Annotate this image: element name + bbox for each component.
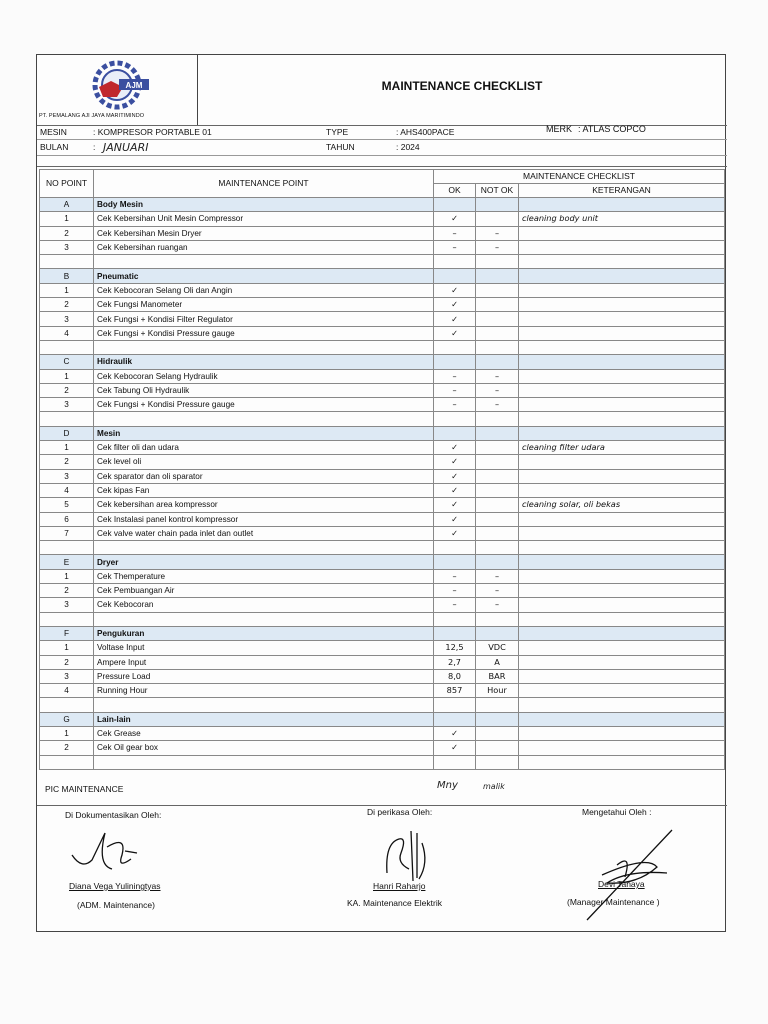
section-code: C (40, 355, 94, 369)
keterangan-note (519, 741, 725, 755)
checklist-row (40, 726, 725, 740)
item-number: 6 (40, 512, 94, 526)
not-ok-mark (476, 526, 519, 540)
bulan-value: JANUARI (103, 141, 149, 154)
checklist-row (40, 684, 725, 698)
not-ok-mark (476, 298, 519, 312)
item-number: 3 (40, 312, 94, 326)
keterangan-note (519, 641, 725, 655)
empty-cell (519, 426, 725, 440)
empty-cell (40, 541, 94, 555)
empty-cell (434, 541, 476, 555)
empty-cell (94, 255, 434, 269)
col-header-point: MAINTENANCE POINT (94, 170, 434, 198)
empty-cell (40, 255, 94, 269)
ok-mark: – (434, 398, 476, 412)
logo-text: AJM (125, 81, 143, 90)
checklist-sheet (36, 54, 726, 932)
empty-cell (434, 426, 476, 440)
ok-mark: – (434, 369, 476, 383)
section-row (40, 355, 725, 369)
empty-cell (434, 269, 476, 283)
bulan-colon: : (93, 142, 96, 152)
ok-mark: – (434, 226, 476, 240)
empty-cell (434, 712, 476, 726)
col-header-checklist: MAINTENANCE CHECKLIST (434, 170, 725, 184)
empty-cell (519, 755, 725, 769)
maintenance-point: Cek Kebocoran Selang Hydraulik (94, 369, 434, 383)
tahun-value: : 2024 (396, 142, 420, 152)
maintenance-point: Pressure Load (94, 669, 434, 683)
acknowledger-role: (Manager Maintenance ) (567, 897, 660, 907)
item-number: 3 (40, 598, 94, 612)
empty-cell (476, 698, 519, 712)
empty-cell (40, 698, 94, 712)
empty-cell (434, 198, 476, 212)
checklist-row (40, 512, 725, 526)
empty-cell (40, 340, 94, 354)
checklist-row (40, 441, 725, 455)
section-code: E (40, 555, 94, 569)
ok-mark: – (434, 569, 476, 583)
maintenance-point: Ampere Input (94, 655, 434, 669)
pic-label: PIC MAINTENANCE (45, 784, 124, 794)
keterangan-note (519, 655, 725, 669)
divider (37, 166, 727, 167)
item-number: 7 (40, 526, 94, 540)
empty-cell (94, 412, 434, 426)
not-ok-mark: – (476, 383, 519, 397)
ok-mark: – (434, 240, 476, 254)
keterangan-note (519, 369, 725, 383)
bulan-label: BULAN (40, 142, 69, 152)
type-value: : AHS400PACE (396, 127, 455, 137)
ok-mark: 2,7 (434, 655, 476, 669)
section-code: B (40, 269, 94, 283)
maintenance-point: Cek level oli (94, 455, 434, 469)
documenter-role: (ADM. Maintenance) (77, 900, 155, 910)
keterangan-note (519, 726, 725, 740)
item-number: 1 (40, 212, 94, 226)
empty-cell (94, 612, 434, 626)
item-number: 2 (40, 298, 94, 312)
col-header-no: NO POINT (40, 170, 94, 198)
maintenance-point: Cek Kebersihan Mesin Dryer (94, 226, 434, 240)
ok-mark: ✓ (434, 326, 476, 340)
keterangan-note (519, 312, 725, 326)
empty-cell (519, 626, 725, 640)
checklist-row (40, 669, 725, 683)
spacer-row (40, 412, 725, 426)
keterangan-note (519, 398, 725, 412)
checklist-row (40, 455, 725, 469)
item-number: 4 (40, 684, 94, 698)
maintenance-point: Cek filter oli dan udara (94, 441, 434, 455)
empty-cell (519, 555, 725, 569)
not-ok-mark: Hour (476, 684, 519, 698)
empty-cell (476, 269, 519, 283)
not-ok-mark: – (476, 226, 519, 240)
col-header-notok: NOT OK (476, 184, 519, 198)
mesin-label: MESIN (40, 127, 67, 137)
empty-cell (519, 612, 725, 626)
checklist-row (40, 498, 725, 512)
section-row (40, 712, 725, 726)
ok-mark: ✓ (434, 469, 476, 483)
empty-cell (434, 755, 476, 769)
maintenance-point: Cek Fungsi + Kondisi Pressure gauge (94, 398, 434, 412)
item-number: 1 (40, 369, 94, 383)
signature-devi (557, 825, 697, 925)
keterangan-note (519, 455, 725, 469)
ok-mark: ✓ (434, 483, 476, 497)
company-logo (77, 57, 157, 113)
signature-diana (67, 825, 157, 880)
empty-cell (94, 541, 434, 555)
empty-cell (434, 555, 476, 569)
item-number: 2 (40, 655, 94, 669)
maintenance-point: Cek kipas Fan (94, 483, 434, 497)
item-number: 2 (40, 584, 94, 598)
acknowledged-by-label: Mengetahui Oleh : (582, 807, 652, 817)
empty-cell (519, 198, 725, 212)
not-ok-mark (476, 469, 519, 483)
ok-mark: ✓ (434, 741, 476, 755)
ok-mark: ✓ (434, 526, 476, 540)
not-ok-mark (476, 312, 519, 326)
not-ok-mark: BAR (476, 669, 519, 683)
empty-cell (40, 755, 94, 769)
keterangan-note (519, 669, 725, 683)
keterangan-note (519, 598, 725, 612)
empty-cell (519, 412, 725, 426)
maintenance-point: Cek Tabung Oli Hydraulik (94, 383, 434, 397)
section-row (40, 626, 725, 640)
item-number: 1 (40, 283, 94, 297)
keterangan-note (519, 684, 725, 698)
not-ok-mark (476, 498, 519, 512)
empty-cell (519, 698, 725, 712)
keterangan-note (519, 283, 725, 297)
section-row (40, 269, 725, 283)
maintenance-point: Cek Instalasi panel kontrol kompressor (94, 512, 434, 526)
ok-mark: – (434, 584, 476, 598)
item-number: 1 (40, 441, 94, 455)
empty-cell (519, 355, 725, 369)
maintenance-point: Cek Themperature (94, 569, 434, 583)
section-code: F (40, 626, 94, 640)
checklist-row (40, 526, 725, 540)
maintenance-point: Cek Kebersihan Unit Mesin Compressor (94, 212, 434, 226)
col-header-ket: KETERANGAN (519, 184, 725, 198)
section-code: G (40, 712, 94, 726)
empty-cell (476, 626, 519, 640)
section-code: A (40, 198, 94, 212)
empty-cell (519, 340, 725, 354)
documented-by-label: Di Dokumentasikan Oleh: (65, 810, 162, 820)
signature-hanri (367, 823, 447, 885)
keterangan-note (519, 298, 725, 312)
checked-by-label: Di perikasa Oleh: (367, 807, 433, 817)
item-number: 1 (40, 641, 94, 655)
checklist-row (40, 312, 725, 326)
not-ok-mark (476, 212, 519, 226)
maintenance-point: Cek Fungsi + Kondisi Filter Regulator (94, 312, 434, 326)
checklist-row (40, 369, 725, 383)
maintenance-point: Cek Oil gear box (94, 741, 434, 755)
ok-mark: ✓ (434, 312, 476, 326)
maintenance-point: Cek sparator dan oli sparator (94, 469, 434, 483)
section-row (40, 555, 725, 569)
section-name: Hidraulik (94, 355, 434, 369)
ok-mark: ✓ (434, 298, 476, 312)
checklist-row (40, 741, 725, 755)
keterangan-note (519, 512, 725, 526)
maintenance-point: Cek Kebocoran (94, 598, 434, 612)
spacer-row (40, 612, 725, 626)
checklist-row (40, 641, 725, 655)
empty-cell (476, 426, 519, 440)
not-ok-mark: – (476, 240, 519, 254)
not-ok-mark (476, 326, 519, 340)
keterangan-note (519, 469, 725, 483)
checklist-row (40, 584, 725, 598)
empty-cell (434, 412, 476, 426)
ok-mark: ✓ (434, 726, 476, 740)
keterangan-note (519, 383, 725, 397)
checklist-table (39, 169, 725, 770)
item-number: 2 (40, 455, 94, 469)
item-number: 3 (40, 669, 94, 683)
ok-mark: ✓ (434, 498, 476, 512)
item-number: 3 (40, 240, 94, 254)
item-number: 2 (40, 383, 94, 397)
not-ok-mark: A (476, 655, 519, 669)
checklist-row (40, 298, 725, 312)
spacer-row (40, 340, 725, 354)
not-ok-mark: – (476, 584, 519, 598)
not-ok-mark: VDC (476, 641, 519, 655)
checklist-row (40, 569, 725, 583)
empty-cell (434, 698, 476, 712)
ok-mark: ✓ (434, 455, 476, 469)
mesin-value: : KOMPRESOR PORTABLE 01 (93, 127, 212, 137)
section-name: Mesin (94, 426, 434, 440)
pic-ok-signature: Mny (437, 780, 458, 791)
col-header-ok: OK (434, 184, 476, 198)
not-ok-mark: – (476, 369, 519, 383)
company-name: PT. PEMALANG AJI JAYA MARITIMINDO (39, 113, 145, 119)
checklist-row (40, 469, 725, 483)
checklist-row (40, 398, 725, 412)
empty-cell (476, 712, 519, 726)
item-number: 3 (40, 469, 94, 483)
keterangan-note (519, 569, 725, 583)
item-number: 5 (40, 498, 94, 512)
section-name: Body Mesin (94, 198, 434, 212)
section-code: D (40, 426, 94, 440)
logo-area (37, 55, 198, 125)
section-name: Dryer (94, 555, 434, 569)
ok-mark: ✓ (434, 512, 476, 526)
checklist-row (40, 483, 725, 497)
checklist-row (40, 212, 725, 226)
maintenance-point: Cek Grease (94, 726, 434, 740)
item-number: 2 (40, 741, 94, 755)
empty-cell (40, 612, 94, 626)
type-label: TYPE (326, 127, 349, 137)
empty-cell (434, 626, 476, 640)
empty-cell (476, 612, 519, 626)
divider (37, 155, 727, 156)
keterangan-note (519, 240, 725, 254)
empty-cell (476, 255, 519, 269)
checklist-row (40, 226, 725, 240)
empty-cell (434, 355, 476, 369)
empty-cell (40, 412, 94, 426)
maintenance-point: Cek kebersihan area kompressor (94, 498, 434, 512)
merk-value: : ATLAS COPCO (578, 124, 646, 134)
empty-cell (94, 755, 434, 769)
not-ok-mark: – (476, 569, 519, 583)
empty-cell (519, 269, 725, 283)
ok-mark: 12,5 (434, 641, 476, 655)
keterangan-note: cleaning solar, oli bekas (519, 498, 725, 512)
not-ok-mark (476, 512, 519, 526)
keterangan-note (519, 483, 725, 497)
divider (37, 139, 727, 140)
empty-cell (476, 340, 519, 354)
section-name: Lain-lain (94, 712, 434, 726)
empty-cell (476, 198, 519, 212)
item-number: 3 (40, 398, 94, 412)
empty-cell (434, 340, 476, 354)
keterangan-note: cleaning body unit (519, 212, 725, 226)
empty-cell (519, 255, 725, 269)
documenter-name: Diana Vega Yuliningtyas (69, 881, 161, 891)
not-ok-mark: – (476, 398, 519, 412)
empty-cell (476, 355, 519, 369)
checklist-row (40, 598, 725, 612)
maintenance-point: Cek Fungsi + Kondisi Pressure gauge (94, 326, 434, 340)
merk-label: MERK (546, 124, 573, 134)
empty-cell (519, 712, 725, 726)
spacer-row (40, 755, 725, 769)
maintenance-point: Cek Kebocoran Selang Oli dan Angin (94, 283, 434, 297)
empty-cell (519, 541, 725, 555)
ok-mark: ✓ (434, 441, 476, 455)
maintenance-point: Cek Kebersihan ruangan (94, 240, 434, 254)
empty-cell (94, 698, 434, 712)
tahun-label: TAHUN (326, 142, 355, 152)
checker-name: Hanri Raharjo (373, 881, 426, 891)
pic-notok-signature: malik (483, 782, 505, 791)
item-number: 4 (40, 326, 94, 340)
empty-cell (476, 555, 519, 569)
empty-cell (476, 412, 519, 426)
not-ok-mark: – (476, 598, 519, 612)
ok-mark: 8,0 (434, 669, 476, 683)
section-name: Pneumatic (94, 269, 434, 283)
checklist-row (40, 383, 725, 397)
divider (37, 805, 727, 806)
ok-mark: 857 (434, 684, 476, 698)
not-ok-mark (476, 455, 519, 469)
empty-cell (476, 755, 519, 769)
checker-role: KA. Maintenance Elektrik (347, 898, 442, 908)
not-ok-mark (476, 741, 519, 755)
ok-mark: – (434, 598, 476, 612)
empty-cell (94, 340, 434, 354)
keterangan-note (519, 226, 725, 240)
spacer-row (40, 541, 725, 555)
keterangan-note (519, 326, 725, 340)
item-number: 2 (40, 226, 94, 240)
spacer-row (40, 255, 725, 269)
ok-mark: – (434, 383, 476, 397)
item-number: 4 (40, 483, 94, 497)
item-number: 1 (40, 569, 94, 583)
section-row (40, 426, 725, 440)
spacer-row (40, 698, 725, 712)
not-ok-mark (476, 483, 519, 497)
keterangan-note (519, 584, 725, 598)
empty-cell (434, 612, 476, 626)
maintenance-point: Cek Pembuangan Air (94, 584, 434, 598)
checklist-row (40, 240, 725, 254)
page-title: MAINTENANCE CHECKLIST (381, 79, 543, 93)
section-name: Pengukuran (94, 626, 434, 640)
maintenance-point: Voltase Input (94, 641, 434, 655)
not-ok-mark (476, 726, 519, 740)
keterangan-note: cleaning filter udara (519, 441, 725, 455)
not-ok-mark (476, 283, 519, 297)
checklist-row (40, 655, 725, 669)
checklist-row (40, 283, 725, 297)
acknowledger-name: Devi Tanaya (598, 879, 645, 889)
ok-mark: ✓ (434, 212, 476, 226)
not-ok-mark (476, 441, 519, 455)
section-row (40, 198, 725, 212)
maintenance-point: Running Hour (94, 684, 434, 698)
item-number: 1 (40, 726, 94, 740)
ok-mark: ✓ (434, 283, 476, 297)
maintenance-point: Cek valve water chain pada inlet dan outlet (94, 526, 434, 540)
empty-cell (476, 541, 519, 555)
checklist-row (40, 326, 725, 340)
maintenance-point: Cek Fungsi Manometer (94, 298, 434, 312)
empty-cell (434, 255, 476, 269)
keterangan-note (519, 526, 725, 540)
